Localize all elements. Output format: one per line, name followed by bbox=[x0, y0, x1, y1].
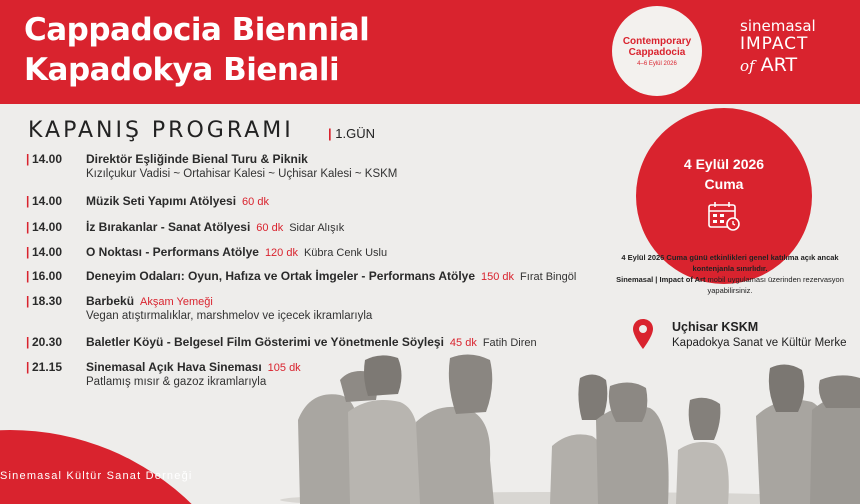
fairy-chimney-rocks-illustration bbox=[280, 350, 860, 504]
logo-dates: 4–6 Eylül 2026 bbox=[637, 60, 677, 67]
sinemasal-impact-of-art-logo bbox=[740, 18, 816, 77]
footer-circle bbox=[0, 430, 270, 504]
reservation-note: 4 Eylül 2026 Cuma günü etkinlikleri genel katılıma açık ancak kontenjanla sınırlıdır. Sinemasal | Impact of Art mobil uygulaması üzerinden rezervasyon yapabilirsiniz. bbox=[616, 253, 844, 295]
location-name: Uçhisar KSKM bbox=[672, 320, 759, 334]
program-heading: KAPANIŞ PROGRAMI bbox=[28, 118, 294, 143]
program-event-3: | 14.00 İz Bırakanlar - Sanat Atölyesi 60 dk Sidar Alışık bbox=[26, 220, 345, 234]
program-event-1: | 14.00 Direktör Eşliğinde Bienal Turu & Piknik Kızılçukur Vadisi ~ Ortahisar Kalesi ~ Uçhisar Kalesi ~ KSKM bbox=[26, 152, 398, 180]
program-event-7: | 20.30 Baletler Köyü - Belgesel Film Gösterimi ve Yönetmenle Söyleşi 45 dk Fatih Diren bbox=[26, 335, 537, 349]
program-event-5: | 16.00 Deneyim Odaları: Oyun, Hafıza ve Ortak İmgeler - Performans Atölye 150 dk Fırat Bingöl bbox=[26, 269, 577, 283]
program-event-2: | 14.00 Müzik Seti Yapımı Atölyesi 60 dk bbox=[26, 194, 269, 208]
brand-line1: sinemasal bbox=[740, 17, 816, 35]
brand-line3: of ART bbox=[740, 54, 798, 76]
logo-line2: Cappadocia bbox=[628, 46, 686, 58]
weekday-text: Cuma bbox=[704, 176, 744, 192]
event-subtitle: Kızılçukur Vadisi ~ Ortahisar Kalesi ~ Uçhisar Kalesi ~ KSKM bbox=[86, 168, 398, 180]
program-day: | 1.GÜN bbox=[328, 126, 375, 141]
location-pin-icon bbox=[632, 318, 654, 350]
program-event-6: | 18.30 Barbekü Akşam Yemeği Vegan atıştırmalıklar, marshmelov ve içecek ikramlarıyla bbox=[26, 294, 373, 322]
brand-line2: IMPACT bbox=[740, 34, 809, 54]
program-event-8: | 21.15 Sinemasal Açık Hava Sineması 105 dk Patlamış mısır & gazoz ikramlarıyla bbox=[26, 360, 301, 388]
organization-name: Sinemasal Kültür Sanat Derneği bbox=[0, 470, 193, 482]
title-turkish: Kapadokya Bienali bbox=[24, 52, 340, 88]
logo-line1: Contemporary bbox=[622, 35, 692, 47]
location-full: Kapadokya Sanat ve Kültür Merke bbox=[672, 337, 847, 349]
date-text: 4 Eylül 2026 bbox=[683, 156, 765, 172]
title-english: Cappadocia Biennial bbox=[24, 12, 370, 48]
event-subtitle: Patlamış mısır & gazoz ikramlarıyla bbox=[86, 376, 267, 388]
program-event-4: | 14.00 O Noktası - Performans Atölye 120 dk Kübra Cenk Uslu bbox=[26, 245, 388, 259]
calendar-icon bbox=[707, 200, 741, 232]
contemporary-cappadocia-logo bbox=[612, 6, 702, 96]
event-subtitle: Vegan atıştırmalıklar, marshmelov ve içecek ikramlarıyla bbox=[86, 310, 373, 322]
